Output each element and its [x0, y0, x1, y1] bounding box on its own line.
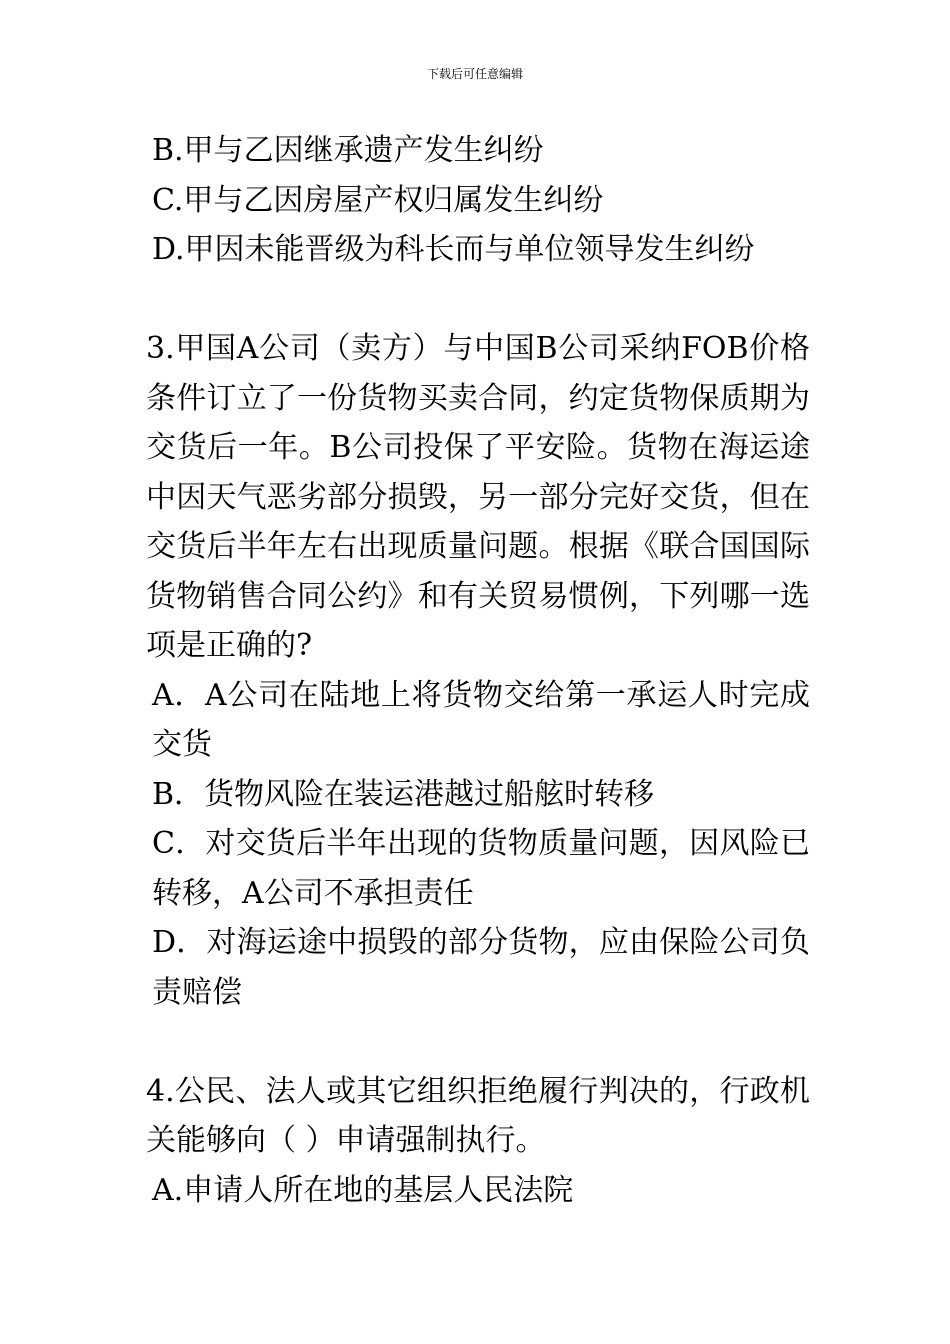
page-header: 下载后可任意编辑: [426, 67, 523, 81]
paragraph-spacer: [146, 1017, 810, 1067]
question-3-option-d: D．对海运途中损毁的部分货物，应由保险公司负责赔偿: [152, 925, 810, 1010]
question-2-option-b: B.甲与乙因继承遗产发生纠纷: [152, 133, 544, 168]
question-2-option-c: C.甲与乙因房屋产权归属发生纠纷: [152, 182, 604, 218]
question-3-stem: 3.甲国A公司（卖方）与中国B公司采纳FOB价格条件订立了一份货物买卖合同，约定货物保质期为交货后一年。B公司投保了平安险。货物在海运途中因天气恶劣部分损毁，另一部分完好交货，但在交货后半年左右出现质量问题。根据《联合国国际货物销售合同公约》和有关贸易惯例，下列哪一选项是正确的?: [146, 331, 810, 663]
question-3-option-b: B．货物风险在装运港越过船舷时转移: [152, 776, 655, 812]
question-2-option-d: D.甲因未能晋级为科长而与单位领导发生纠纷: [152, 232, 755, 267]
paragraph-spacer: [146, 275, 810, 325]
question-4-option-a: A.申请人所在地的基层人民法院: [152, 1172, 574, 1208]
question-3-option-a: A．A公司在陆地上将货物交给第一承运人时完成交货: [152, 677, 810, 762]
question-3-option-c: C．对交货后半年出现的货物质量问题，因风险已转移，A公司不承担责任: [152, 826, 810, 911]
question-4-stem: 4.公民、法人或其它组织拒绝履行判决的，行政机关能够向（ ）申请强制执行。: [146, 1073, 810, 1158]
document-body: [146, 126, 810, 1215]
